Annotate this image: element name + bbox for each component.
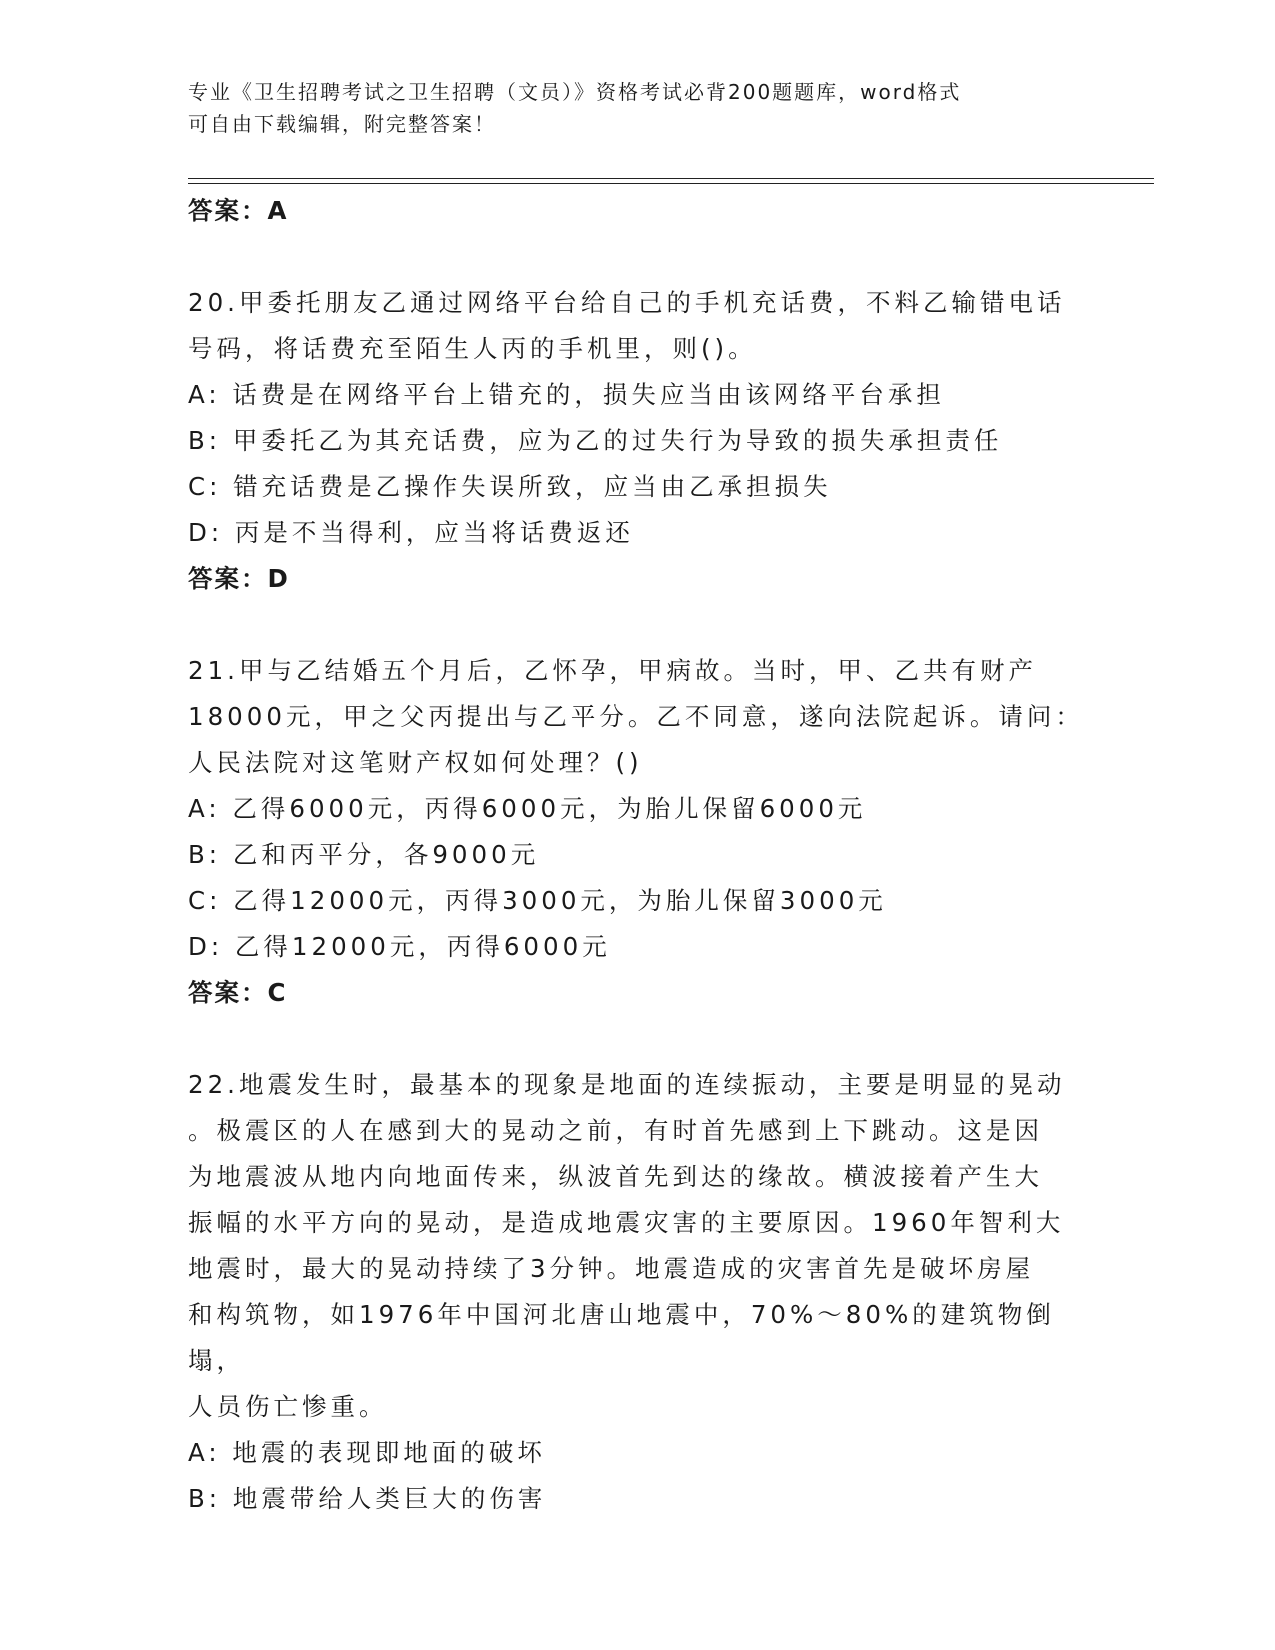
header-line-1: 专业《卫生招聘考试之卫生招聘（文员）》资格考试必背200题题库，word格式 [188, 80, 962, 104]
option-c: C: 乙得12000元，丙得3000元，为胎儿保留3000元 [188, 886, 887, 915]
option-b: B: 乙和丙平分，各9000元 [188, 840, 540, 869]
page-header [188, 76, 1068, 140]
option-a: A: 话费是在网络平台上错充的，损失应当由该网络平台承担 [188, 380, 945, 409]
answer-line: 答案：C [188, 978, 288, 1007]
question-text-line: 18000元，甲之父丙提出与乙平分。乙不同意，遂向法院起诉。请问： [188, 702, 1084, 731]
question-text-line: 振幅的水平方向的晃动，是造成地震灾害的主要原因。1960年智利大 [188, 1208, 1065, 1237]
option-a: A: 地震的表现即地面的破坏 [188, 1438, 546, 1467]
question-text-line: 。极震区的人在感到大的晃动之前，有时首先感到上下跳动。这是因 [188, 1116, 1043, 1145]
question-text-line: 21.甲与乙结婚五个月后，乙怀孕，甲病故。当时，甲、乙共有财产 [188, 656, 1037, 685]
option-c: C: 错充话费是乙操作失误所致，应当由乙承担损失 [188, 472, 832, 501]
question-20 [188, 280, 1088, 602]
document-body [188, 188, 1088, 1522]
answer-line: 答案：A [188, 196, 289, 225]
question-text-line: 地震时，最大的晃动持续了3分钟。地震造成的灾害首先是破坏房屋 [188, 1254, 1035, 1283]
question-21 [188, 648, 1088, 1016]
question-text-line: 为地震波从地内向地面传来，纵波首先到达的缘故。横波接着产生大 [188, 1162, 1043, 1191]
option-d: D: 乙得12000元，丙得6000元 [188, 932, 611, 961]
header-line-2: 可自由下载编辑，附完整答案！ [188, 112, 496, 136]
question-text-line: 人民法院对这笔财产权如何处理？() [188, 748, 643, 777]
header-divider [188, 178, 1154, 184]
question-text-line: 22.地震发生时，最基本的现象是地面的连续振动，主要是明显的晃动 [188, 1070, 1066, 1099]
option-a: A: 乙得6000元，丙得6000元，为胎儿保留6000元 [188, 794, 867, 823]
question-text-line: 20.甲委托朋友乙通过网络平台给自己的手机充话费，不料乙输错电话 [188, 288, 1066, 317]
option-d: D: 丙是不当得利，应当将话费返还 [188, 518, 634, 547]
option-b: B: 甲委托乙为其充话费，应为乙的过失行为导致的损失承担责任 [188, 426, 1003, 455]
question-text-line: 人员伤亡惨重。 [188, 1392, 388, 1421]
question-text-line: 号码，将话费充至陌生人丙的手机里，则()。 [188, 334, 757, 363]
question-22 [188, 1062, 1088, 1522]
answer-line: 答案：D [188, 564, 290, 593]
question-text-line: 和构筑物，如1976年中国河北唐山地震中，70%～80%的建筑物倒塌， [188, 1300, 1055, 1375]
option-b: B: 地震带给人类巨大的伤害 [188, 1484, 547, 1513]
